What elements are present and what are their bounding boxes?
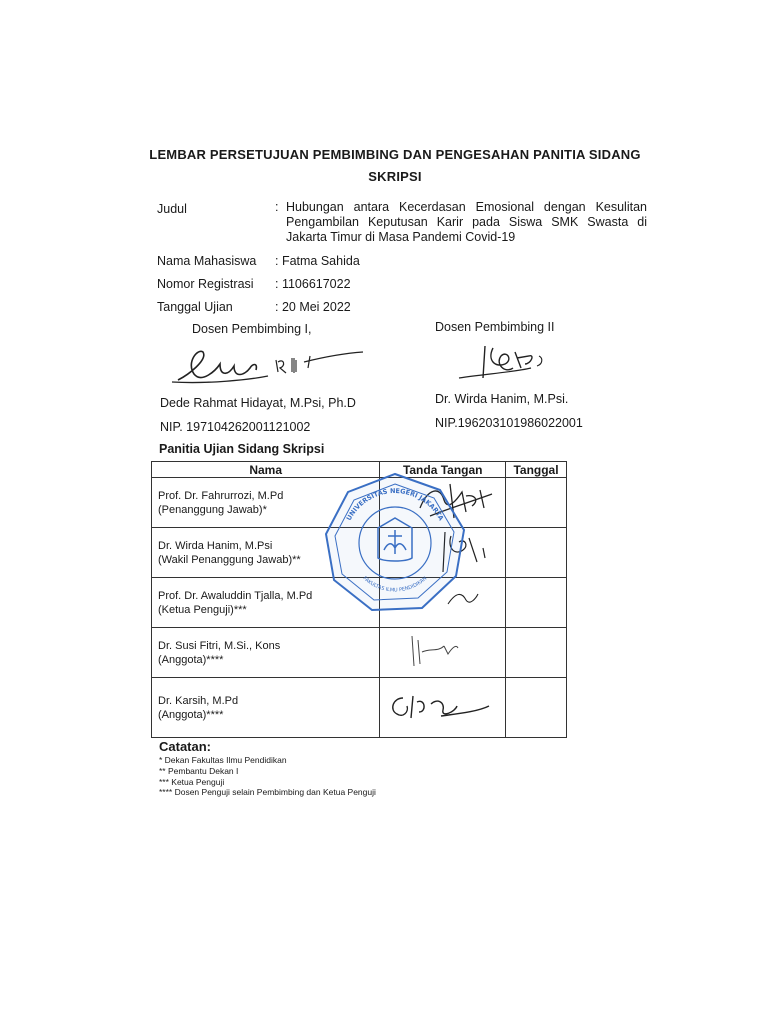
column-header-nama: Nama [152,462,380,478]
advisor-2-signature [455,338,565,388]
judul-value: : Hubungan antara Kecerdasan Emosional dengan Kesulitan Pengambilan Keputusan Karir pada Siswa SMK Swasta di Jakarta Timur di Masa Pandemi Covid-19 [275,200,647,244]
nama-value: : Fatma Sahida [275,254,360,268]
advisor-2-nip: NIP.196203101986022001 [435,416,583,430]
note-item: ** Pembantu Dekan I [159,766,239,776]
stamp-university-text: UNIVERSITAS NEGERI JAKARTA [344,486,446,522]
member-name: Dr. Karsih, M.Pd [158,694,239,707]
member-role: (Penanggung Jawab)* [158,503,267,516]
member-role: (Anggota)**** [158,708,224,721]
column-header-tanggal: Tanggal [506,462,567,478]
member-role: (Wakil Penanggung Jawab)** [158,553,301,566]
date-cell [506,478,567,528]
notes-title: Catatan: [159,739,212,754]
tanggal-value: : 20 Mei 2022 [275,300,351,314]
advisor-2-name: Dr. Wirda Hanim, M.Psi. [435,392,569,406]
tanggal-label: Tanggal Ujian [157,300,233,314]
noreg-value: : 1106617022 [275,277,351,291]
table-row [152,628,567,678]
susi-signature [404,630,464,670]
member-name: Prof. Dr. Awaluddin Tjalla, M.Pd [158,589,313,602]
column-header-tanda-tangan: Tanda Tangan [380,462,506,478]
advisor-1-nip: NIP. 197104262001121002 [160,420,311,434]
judul-label: Judul [157,202,187,216]
nama-label: Nama Mahasiswa [157,254,257,268]
advisor-1-name: Dede Rahmat Hidayat, M.Psi, Ph.D [160,396,356,410]
table-row [152,678,567,738]
member-role: (Anggota)**** [158,653,224,666]
judul-text: Hubungan antara Kecerdasan Emosional dengan Kesulitan Pengambilan Keputusan Karir pada Siswa SMK Swasta di Jakarta Timur di Masa Pandemi Covid-19 [286,200,647,244]
date-cell [506,528,567,578]
page-subtitle: SKRIPSI [368,169,422,184]
page-title: LEMBAR PERSETUJUAN PEMBIMBING DAN PENGESAHAN PANITIA SIDANG [149,147,641,162]
advisor-1-heading: Dosen Pembimbing I, [192,322,312,336]
stamp-faculty-text: FAKULTAS ILMU PENDIDIKAN [361,575,429,594]
date-cell [506,678,567,738]
date-cell [506,578,567,628]
university-stamp-icon [322,470,468,616]
advisor-2-heading: Dosen Pembimbing II [435,320,555,334]
member-role: (Ketua Penguji)*** [158,603,247,616]
note-item: * Dekan Fakultas Ilmu Pendidikan [159,755,287,765]
noreg-label: Nomor Registrasi [157,277,254,291]
note-item: *** Ketua Penguji [159,777,225,787]
advisor-1-signature [168,340,368,390]
member-name: Dr. Susi Fitri, M.Si., Kons [158,639,281,652]
karsih-signature [385,688,495,728]
panel-section-title: Panitia Ujian Sidang Skripsi [159,442,325,456]
note-item: **** Dosen Penguji selain Pembimbing dan Ketua Penguji [159,787,376,797]
date-cell [506,628,567,678]
member-name: Prof. Dr. Fahrurrozi, M.Pd [158,489,284,502]
member-name: Dr. Wirda Hanim, M.Psi [158,539,273,552]
